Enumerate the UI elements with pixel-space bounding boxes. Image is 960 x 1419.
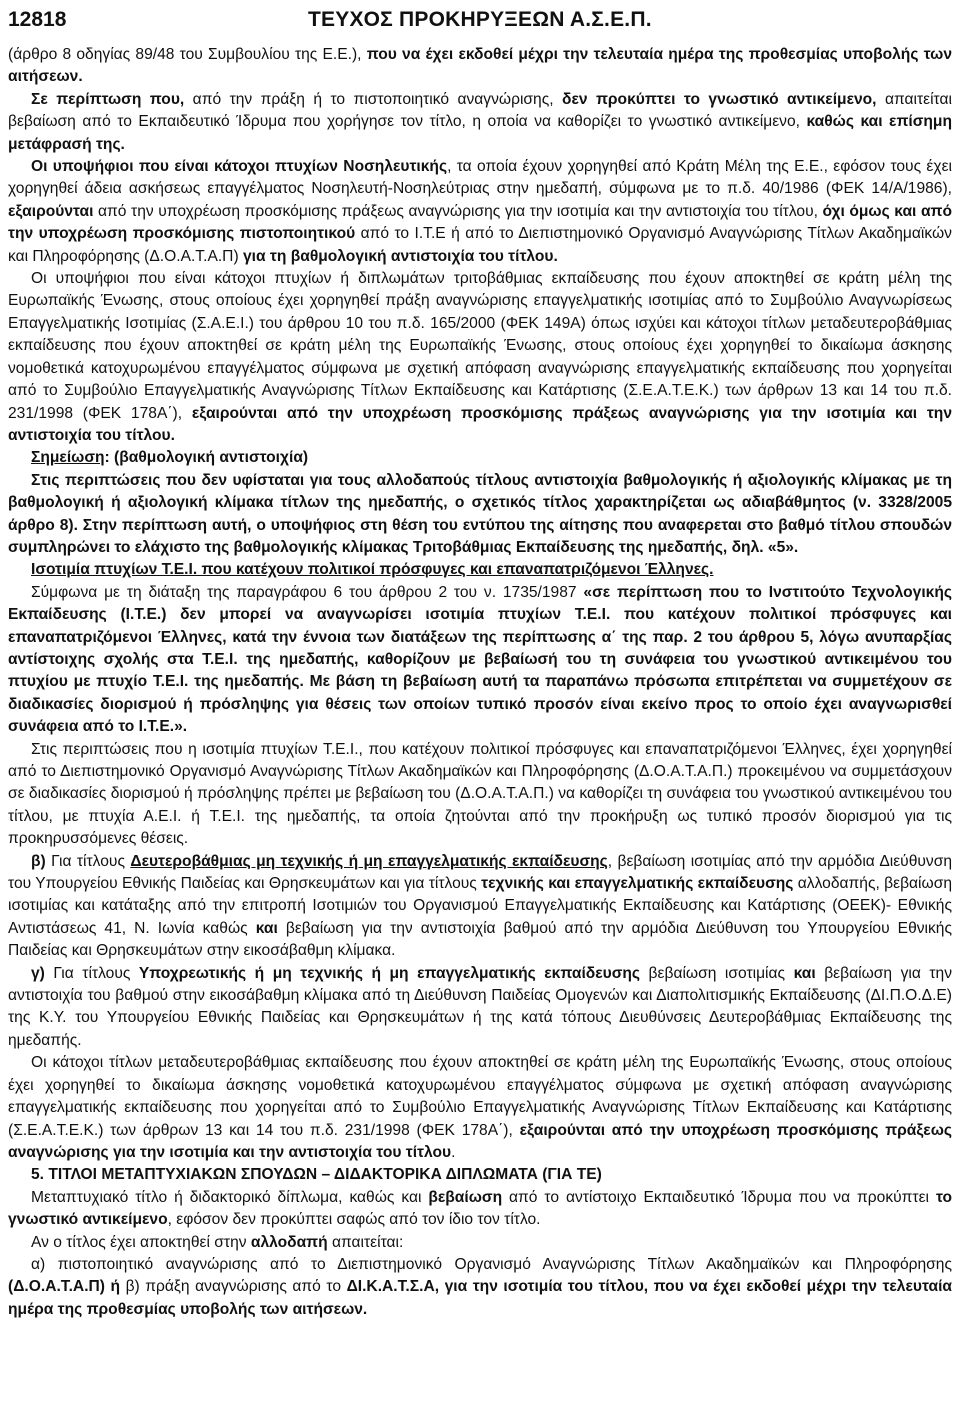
text-run: Υποχρεωτικής ή μη τεχνικής ή μη επαγγελματικής εκπαίδευσης: [138, 964, 641, 982]
text-run: Οι υποψήφιοι που είναι κάτοχοι πτυχίων Νοσηλευτικής: [31, 158, 448, 176]
text-run: από το Ι.Τ.Ε ή από το Διεπιστημονικό Οργανισμό Αναγνώρισης Τίτλων Ακαδημαϊκών και Πληροφόρησης (Δ.Ο.Α.Τ.Α.Π): [8, 225, 952, 265]
paragraph-p5: [8, 447, 952, 469]
text-run: Οι κάτοχοι τίτλων μεταδευτεροβάθμιας εκπαίδευσης που έχουν αποκτηθεί σε κράτη μέλη της Ευρωπαϊκής Ένωσης, στους οποίους έχει χορηγηθεί το δικαίωμα άσκησης νομοθετικά κατοχυρωμένου επαγγέλματος σύμφωνα με σχετική απόφαση αναγνώρισης επαγγελματικής εκπαίδευσης που χορηγείται από το Συμβούλιο Επαγγελματικής Αναγνώρισης Τίτλων Εκπαίδευσης και Κατάρτισης (Σ.Ε.Α.Τ.Ε.Κ.) των άρθρων 13 και 14 του π.δ. 231/1998 (ΦΕΚ 178Α΄),: [8, 1054, 952, 1139]
text-run: Δευτεροβάθμιας μη τεχνικής ή μη επαγγελματικής εκπαίδευσης: [130, 852, 608, 870]
text-run: Ισοτιμία πτυχίων Τ.Ε.Ι. που κατέχουν πολιτικοί πρόσφυγες και επαναπατριζόμενοι Έλληνες.: [31, 561, 714, 579]
text-run: βεβαίωση: [428, 1188, 503, 1206]
paragraph-p3: [8, 156, 952, 268]
text-run: .: [451, 1143, 456, 1161]
text-run: α) πιστοποιητικό αναγνώρισης από το Διεπιστημονικό Οργανισμό Αναγνώρισης Τίτλων Ακαδημαϊκών και Πληροφόρησης: [31, 1255, 952, 1273]
paragraph-p8: [8, 582, 952, 739]
text-run: για τη βαθμολογική αντιστοιχία του τίτλου.: [242, 247, 558, 265]
paragraph-p9: [8, 739, 952, 851]
text-run: «σε περίπτωση που το Ινστιτούτο Τεχνολογικής Εκπαίδευσης (Ι.Τ.Ε.) δεν μπορεί να αναγνωρίσει ισοτιμία πτυχίων Τ.Ε.Ι. που κατέχουν πολιτικοί πρόσφυγες και επαναπατριζόμενοι Έλληνες, κατά την έννοια των διατάξεων της περίπτωσης α΄ της παρ. 2 του άρθρου 5, λόγω ανυπαρξίας αντίστοιχης σχολής στα Τ.Ε.Ι. της ημεδαπής, καθορίζουν με βεβαίωσή του τη συνάφεια του γνωστικού αντικειμένου του πτυχίου με πτυχίο Τ.Ε.Ι. της ημεδαπής. Με βάση τη βεβαίωση αυτή τα παραπάνω πρόσωπα επιτρέπεται να συμμετέχουν σε διαδικασίες διορισμού ή πρόσληψης για θέσεις των οποίων τυπικό προσόν είναι εκείνο προς το οποίο έχει αναγνωρισθεί συνάφεια από το Ι.Τ.Ε.».: [8, 583, 953, 736]
text-run: βεβαίωση ισοτιμίας: [640, 964, 794, 982]
text-run: αλλοδαπή: [250, 1233, 328, 1251]
text-run: καθώς και επίσημη μετάφρασή της.: [8, 113, 952, 153]
text-run: Σημείωση: [31, 449, 105, 467]
paragraph-p1: [8, 44, 952, 89]
text-run: αλλοδαπής, βεβαίωση ισοτιμίας και κατάταξης από την επιτροπή Ισοτιμιών του Οργανισμού Επαγγελματικής Εκπαίδευσης και Κατάρτισης (ΟΕΕΚ)- Εθνικής Αντιστάσεως 41, Ν. Ιωνία καθώς: [8, 875, 952, 937]
paragraph-p6: [8, 470, 952, 560]
paragraph-p2: [8, 89, 952, 156]
text-run: Για τίτλους: [44, 964, 139, 982]
text-run: (άρθρο 8 οδηγίας 89/48 του Συμβουλίου της Ε.Ε.),: [8, 46, 367, 63]
text-run: από το αντίστοιχο Εκπαιδευτικό Ίδρυμα που να προκύπτει: [502, 1188, 936, 1206]
text-run: Αν ο τίτλος έχει αποκτηθεί στην: [31, 1233, 251, 1251]
text-run: εξαιρούνται από την υποχρέωση προσκόμισης πράξεως αναγνώρισης για την ισοτιμία και την αντιστοιχία του τίτλου: [8, 1121, 952, 1161]
text-run: Οι υποψήφιοι που είναι κάτοχοι πτυχίων ή διπλωμάτων τριτοβάθμιας εκπαίδευσης που έχουν αποκτηθεί σε κράτη μέλη της Ευρωπαϊκής Ένωσης, στους οποίους έχει χορηγηθεί πράξη αναγνώρισης επαγγελματικής ισοτιμίας από το Συμβούλιο Αναγνωρίσεως Επαγγελματικής Ισοτιμίας (Σ.Α.Ε.Ι.) του άρθρου 10 του π.δ. 165/2000 (ΦΕΚ 149Α) όπως ισχύει και κάτοχοι τίτλων μεταδευτεροβάθμιας εκπαίδευσης που έχουν αποκτηθεί σε κράτη μέλη της Ευρωπαϊκής Ένωσης, στους οποίους έχει χορηγηθεί το δικαίωμα άσκησης νομοθετικά κατοχυρωμένου επαγγέλματος σύμφωνα με σχετική απόφαση αναγνώρισης επαγγελματικής εκπαίδευσης που χορηγείται από το Συμβούλιο Επαγγελματικής Αναγνώρισης Τίτλων Εκπαίδευσης και Κατάρτισης (Σ.Ε.Α.Τ.Ε.Κ.) των άρθρων 13 και 14 του π.δ. 231/1998 (ΦΕΚ 178Α΄),: [8, 270, 952, 422]
text-run: (Δ.Ο.Α.Τ.Α.Π) ή: [8, 1278, 121, 1296]
text-run: 5. ΤΙΤΛΟΙ ΜΕΤΑΠΤΥΧΙΑΚΩΝ ΣΠΟΥΔΩΝ – ΔΙΔΑΚΤΟΡΙΚΑ ΔΙΠΛΩΜΑΤΑ (ΓΙΑ ΤΕ): [31, 1166, 602, 1184]
text-run: Μεταπτυχιακό τίτλο ή διδακτορικό δίπλωμα, καθώς και: [31, 1188, 429, 1206]
text-run: Σύμφωνα με τη διάταξη της παραγράφου 6 του άρθρου 2 του ν. 1735/1987: [31, 583, 584, 601]
text-run: β) πράξη αναγνώρισης από το: [120, 1278, 347, 1296]
paragraph-p13: [8, 1164, 952, 1186]
text-run: το γνωστικό αντικείμενο: [8, 1188, 952, 1229]
text-run: , βεβαίωση ισοτιμίας από την αρμόδια Διεύθυνση του Υπουργείου Εθνικής Παιδείας και Θρησκευμάτων και για τίτλους: [8, 852, 952, 893]
document-body: [8, 44, 952, 1321]
text-run: Για τίτλους: [45, 852, 131, 870]
text-run: β): [31, 852, 46, 870]
text-run: βεβαίωση για την αντιστοιχία του βαθμού στην εικοσάβαθμη κλίμακα από τη Διεύθυνση Παιδείας Ομογενών και Διαπολιτισμικής Εκπαίδευσης (ΔΙ.Π.Ο.Δ.Ε) της Κ.Υ. του Υπουργείου Εθνικής Παιδείας και Θρησκευμάτων ή της κατά τόπους Διευθύνσεις Δευτεροβάθμιας Εκπαίδευσης της ημεδαπής.: [8, 964, 952, 1049]
text-run: εξαιρούνται από την υποχρέωση προσκόμισης πράξεως αναγνώρισης για την ισοτιμία και την αντιστοιχία του τίτλου.: [8, 404, 952, 444]
paragraph-p14: [8, 1187, 952, 1232]
text-run: τεχνικής και επαγγελματικής εκπαίδευσης: [481, 875, 794, 893]
text-run: : (βαθμολογική αντιστοιχία): [104, 449, 309, 467]
text-run: από την πράξη ή το πιστοποιητικό αναγνώρισης,: [184, 90, 562, 108]
text-run: Σε περίπτωση που,: [31, 90, 185, 108]
text-run: απαιτείται βεβαίωση από το Εκπαιδευτικό Ίδρυμα που χορήγησε τον τίτλο, η οποία να καθορίζει το γνωστικό αντικείμενο,: [8, 90, 952, 131]
text-run: γ): [31, 964, 45, 982]
paragraph-p4: [8, 268, 952, 447]
paragraph-p12: [8, 1052, 952, 1164]
publication-title: ΤΕΥΧΟΣ ΠΡΟΚΗΡΥΞΕΩΝ Α.Σ.Ε.Π.: [308, 8, 652, 31]
paragraph-p15: [8, 1232, 952, 1254]
text-run: όχι όμως και από την υποχρέωση προσκόμισης πιστοποιητικού: [8, 202, 953, 243]
text-run: απαιτείται:: [327, 1233, 404, 1251]
paragraph-p11: [8, 963, 952, 1053]
text-run: βεβαίωση για την αντιστοιχία βαθμού από την αρμόδια Διεύθυνση του Υπουργείου Εθνικής Παιδείας και Θρησκευμάτων στην εικοσάβαθμη κλίμακα.: [8, 919, 952, 960]
paragraph-p7: [8, 559, 952, 581]
text-run: και: [255, 919, 278, 937]
text-run: και: [793, 964, 816, 982]
text-run: Στις περιπτώσεις που δεν υφίσταται για τους αλλοδαπούς τίτλους αντιστοιχία βαθμολογικής ή αξιολογικής κλίμακας με τη βαθμολογική ή αξιολογική κλίμακα τίτλων της ημεδαπής, ο σχετικός τίτλος χαρακτηρίζεται ως αδιαβάθμητος (ν. 3328/2005 άρθρο 8). Στην περίπτωση αυτή, ο υποψήφιος στη θέση του εντύπου της αίτησης που αναφερεται στο βαθμό τίτλου σπουδών συμπληρώνει το ελάχιστο της βαθμολογικής κλίμακας Τριτοβάθμιας Εκπαίδευσης της ημεδαπής, δηλ. «5».: [8, 471, 952, 556]
text-run: που να έχει εκδοθεί μέχρι την τελευταία ημέρα της προθεσμίας υποβολής των αιτήσεων.: [8, 46, 953, 86]
text-run: , τα οποία έχουν χορηγηθεί από Κράτη Μέλη της Ε.Ε., εφόσον τους έχει χορηγηθεί άδεια ασκήσεως επαγγέλματος Νοσηλευτή-Νοσηλεύτριας στην ημεδαπή, σύμφωνα με το π.δ. 40/1986 (ΦΕΚ 14/Α/1986),: [8, 158, 952, 198]
page-header: [8, 6, 952, 34]
text-run: , εφόσον δεν προκύπτει σαφώς από τον ίδιο τον τίτλο.: [167, 1211, 541, 1229]
text-run: Στις περιπτώσεις που η ισοτιμία πτυχίων Τ.Ε.Ι., που κατέχουν πολιτικοί πρόσφυγες και επαναπατριζόμενοι Έλληνες, έχει χορηγηθεί από το Διεπιστημονικό Οργανισμό Αναγνώρισης Τίτλων Ακαδημαϊκών και Πληροφόρησης (Δ.Ο.Α.Τ.Α.Π.) προκειμένου να συμμετάσχουν σε διαδικασίες διορισμού ή πρόσληψης πρέπει με βεβαίωση του (Δ.Ο.Α.Τ.Α.Π.) να καθορίζει τη συνάφεια του γνωστικού αντικειμένου του τίτλου, με πτυχία Α.Ε.Ι. ή Τ.Ε.Ι. της ημεδαπής, τα οποία ζητούνται από την προκήρυξη ως τυπικό προσόν διορισμού για τις προκηρυσσόμενες θέσεις.: [8, 740, 952, 848]
text-run: από την υποχρέωση προσκόμισης πράξεως αναγνώρισης για την ισοτιμία και την αντιστοιχία του τίτλου,: [93, 202, 823, 220]
text-run: δεν προκύπτει το γνωστικό αντικείμενο,: [562, 90, 877, 108]
text-run: εξαιρούνται: [8, 202, 94, 220]
paragraph-p16: [8, 1254, 952, 1321]
text-run: ΔΙ.Κ.Α.Τ.Σ.Α, για την ισοτιμία του τίτλου, που να έχει εκδοθεί μέχρι την τελευταία ημέρα της προθεσμίας υποβολής των αιτήσεων.: [8, 1278, 952, 1318]
page-number: 12818: [8, 8, 67, 31]
paragraph-p10: [8, 851, 952, 963]
